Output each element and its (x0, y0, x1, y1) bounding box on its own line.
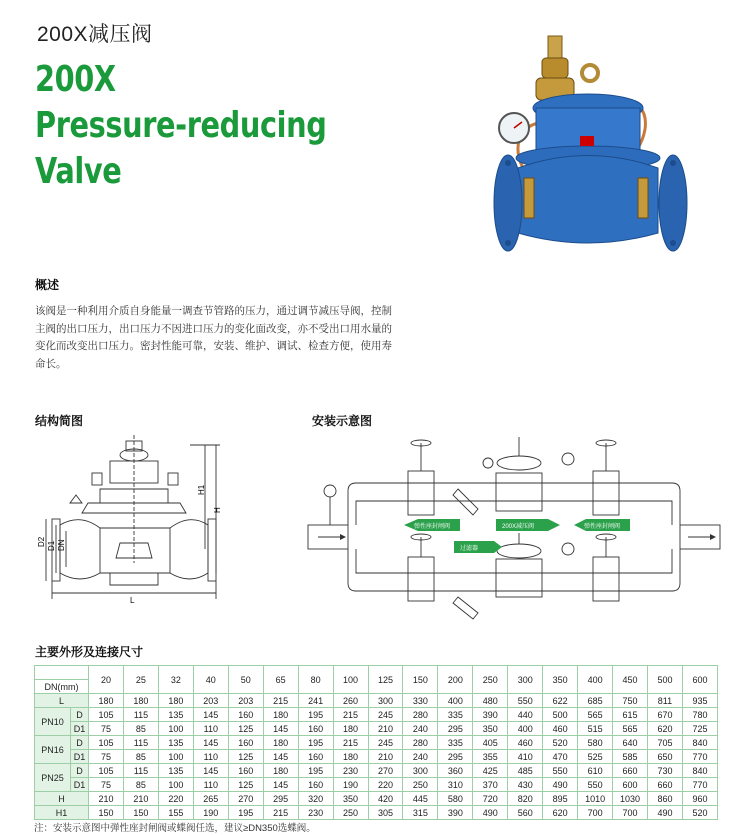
row-sub-label: D (71, 708, 89, 722)
table-cell: 215 (263, 806, 298, 820)
table-cell: 650 (648, 750, 683, 764)
label-reducing-valve: 200X减压阀 (502, 524, 535, 530)
label-gate-right: 弹性座封闸阀 (584, 524, 621, 530)
dim-label-l: L (130, 596, 135, 605)
table-cell: 490 (543, 778, 578, 792)
table-cell: 110 (193, 750, 228, 764)
header-dn-cell: 50 (228, 666, 263, 694)
table-cell: 210 (123, 792, 158, 806)
table-cell: 210 (368, 722, 403, 736)
title-en-line2: Pressure-reducing (35, 105, 327, 146)
table-header-row (35, 666, 718, 680)
table-cell: 190 (193, 806, 228, 820)
table-cell: 135 (158, 708, 193, 722)
header-dn-cell: 500 (648, 666, 683, 694)
table-cell: 105 (89, 764, 124, 778)
table-cell: 160 (228, 736, 263, 750)
table-cell: 330 (403, 694, 438, 708)
table-cell: 180 (123, 694, 158, 708)
table-cell: 685 (578, 694, 613, 708)
table-cell: 670 (648, 708, 683, 722)
table-cell: 315 (403, 806, 438, 820)
table-cell: 400 (508, 722, 543, 736)
table-cell: 410 (508, 750, 543, 764)
table-cell: 620 (648, 722, 683, 736)
table-cell: 145 (193, 708, 228, 722)
product-title-cn: 200X减压阀 (37, 23, 153, 46)
row-group-label: PN25 (35, 764, 71, 792)
table-cell: 160 (228, 764, 263, 778)
product-title-en (35, 57, 326, 195)
dim-label-d1: D1 (47, 540, 56, 551)
table-cell: 203 (193, 694, 228, 708)
dimensions-table (34, 665, 718, 820)
table-cell: 660 (613, 764, 648, 778)
table-cell: 500 (543, 708, 578, 722)
structure-diagram (37, 433, 240, 608)
table-cell: 150 (89, 806, 124, 820)
table-cell: 460 (508, 736, 543, 750)
table-cell: 750 (613, 694, 648, 708)
install-heading: 安装示意图 (312, 414, 373, 428)
table-cell: 300 (368, 694, 403, 708)
table-cell: 390 (473, 708, 508, 722)
table-cell: 300 (403, 764, 438, 778)
table-cell: 360 (438, 764, 473, 778)
overview-heading: 概述 (35, 278, 60, 292)
table-cell: 240 (403, 750, 438, 764)
table-cell: 240 (403, 722, 438, 736)
table-row (35, 736, 718, 750)
row-sub-label: D (71, 736, 89, 750)
table-cell: 600 (613, 778, 648, 792)
header-label-nominal: 公称通径 (35, 666, 89, 680)
table-cell: 180 (158, 694, 193, 708)
table-cell: 250 (403, 778, 438, 792)
table-cell: 405 (473, 736, 508, 750)
table-cell: 550 (543, 764, 578, 778)
table-cell: 1030 (613, 792, 648, 806)
table-cell: 640 (613, 736, 648, 750)
table-cell: 550 (508, 694, 543, 708)
table-cell: 520 (543, 736, 578, 750)
table-cell: 195 (298, 736, 333, 750)
table-cell: 460 (543, 722, 578, 736)
table-cell: 180 (263, 736, 298, 750)
table-cell: 565 (578, 708, 613, 722)
table-cell: 75 (89, 750, 124, 764)
table-cell: 160 (298, 778, 333, 792)
table-cell: 310 (438, 778, 473, 792)
row-group-label: PN10 (35, 708, 71, 736)
table-cell: 195 (228, 806, 263, 820)
install-diagram (308, 433, 720, 623)
table-row (35, 806, 718, 820)
table-cell: 160 (298, 750, 333, 764)
table-cell: 470 (543, 750, 578, 764)
structure-heading: 结构简图 (35, 414, 84, 428)
table-cell: 85 (123, 750, 158, 764)
dim-label-dn: DN (57, 539, 66, 551)
table-cell: 811 (648, 694, 683, 708)
table-cell: 245 (368, 708, 403, 722)
table-cell: 115 (123, 708, 158, 722)
table-cell: 335 (438, 708, 473, 722)
table-cell: 135 (158, 764, 193, 778)
header-dn-cell: 125 (368, 666, 403, 694)
title-en-line1: 200X (35, 59, 116, 100)
table-cell: 125 (228, 722, 263, 736)
table-row (35, 708, 718, 722)
header-dn-cell: 350 (543, 666, 578, 694)
header-dn-cell: 80 (298, 666, 333, 694)
table-cell: 525 (578, 750, 613, 764)
table-cell: 100 (158, 778, 193, 792)
table-cell: 180 (263, 708, 298, 722)
row-sub-label: D1 (71, 722, 89, 736)
table-cell: 565 (613, 722, 648, 736)
table-cell: 515 (578, 722, 613, 736)
table-cell: 230 (298, 806, 333, 820)
table-cell: 1010 (578, 792, 613, 806)
table-cell: 350 (333, 792, 368, 806)
table-cell: 705 (648, 736, 683, 750)
row-sub-label: D (71, 764, 89, 778)
label-filter: 过滤器 (460, 546, 479, 552)
table-cell: 135 (158, 736, 193, 750)
table-cell: 615 (613, 708, 648, 722)
overview-line-3: 变化而改变出口压力。密封性能可靠，安装、维护、调试、检查方便，使用寿 (35, 340, 392, 352)
table-cell: 700 (613, 806, 648, 820)
dimensions-heading: 主要外形及连接尺寸 (35, 645, 144, 659)
header-dn-cell: 450 (613, 666, 648, 694)
table-cell: 280 (403, 736, 438, 750)
header-dn-cell: 32 (158, 666, 193, 694)
table-cell: 145 (193, 764, 228, 778)
header-dn-cell: 150 (403, 666, 438, 694)
table-cell: 520 (682, 806, 717, 820)
table-cell: 195 (298, 708, 333, 722)
table-cell: 180 (263, 764, 298, 778)
table-cell: 145 (263, 750, 298, 764)
table-cell: 622 (543, 694, 578, 708)
table-cell: 725 (682, 722, 717, 736)
table-cell: 580 (578, 736, 613, 750)
header-label-dn: DN(mm) (35, 680, 89, 694)
table-cell: 660 (648, 778, 683, 792)
table-cell: 305 (368, 806, 403, 820)
table-cell: 770 (682, 778, 717, 792)
table-cell: 935 (682, 694, 717, 708)
table-cell: 445 (403, 792, 438, 806)
table-row (35, 694, 718, 708)
table-cell: 490 (473, 806, 508, 820)
row-label: H (35, 792, 89, 806)
table-cell: 75 (89, 722, 124, 736)
table-row (35, 792, 718, 806)
table-cell: 241 (298, 694, 333, 708)
table-cell: 265 (193, 792, 228, 806)
table-cell: 560 (508, 806, 543, 820)
table-cell: 215 (333, 708, 368, 722)
table-cell: 160 (228, 708, 263, 722)
table-cell: 110 (193, 778, 228, 792)
table-cell: 195 (298, 764, 333, 778)
table-cell: 840 (682, 736, 717, 750)
header-dn-cell: 400 (578, 666, 613, 694)
overview-line-2: 主阀的出口压力，出口压力不因进口压力的变化面改变，亦不受出口用水量的 (35, 322, 392, 335)
table-cell: 190 (333, 778, 368, 792)
table-cell: 730 (648, 764, 683, 778)
table-cell: 895 (543, 792, 578, 806)
row-group-label: PN16 (35, 736, 71, 764)
table-cell: 480 (473, 694, 508, 708)
table-cell: 320 (298, 792, 333, 806)
table-cell: 115 (123, 764, 158, 778)
header-dn-cell: 65 (263, 666, 298, 694)
row-sub-label: D1 (71, 750, 89, 764)
table-cell: 620 (543, 806, 578, 820)
table-row (35, 722, 718, 736)
table-cell: 230 (333, 764, 368, 778)
table-cell: 960 (682, 792, 717, 806)
dim-label-h: H (213, 507, 222, 513)
table-cell: 180 (333, 722, 368, 736)
header-dn-cell: 300 (508, 666, 543, 694)
table-cell: 420 (368, 792, 403, 806)
table-cell: 180 (333, 750, 368, 764)
table-cell: 295 (263, 792, 298, 806)
table-cell: 203 (228, 694, 263, 708)
table-cell: 350 (473, 722, 508, 736)
table-cell: 220 (368, 778, 403, 792)
table-cell: 215 (263, 694, 298, 708)
overview-line-4: 命长。 (35, 357, 67, 370)
table-cell: 125 (228, 778, 263, 792)
table-cell: 210 (368, 750, 403, 764)
table-cell: 145 (263, 778, 298, 792)
table-cell: 720 (473, 792, 508, 806)
table-cell: 700 (578, 806, 613, 820)
table-cell: 550 (578, 778, 613, 792)
table-cell: 110 (193, 722, 228, 736)
table-cell: 270 (368, 764, 403, 778)
table-cell: 145 (193, 736, 228, 750)
header-dn-cell: 40 (193, 666, 228, 694)
table-cell: 860 (648, 792, 683, 806)
table-cell: 210 (89, 792, 124, 806)
overview-line-1: 该阀是一种利用介质自身能量一调查节管路的压力，通过调节减压导阀，控制 (35, 305, 392, 317)
overview-text (35, 303, 415, 373)
dim-label-h1: H1 (197, 484, 206, 495)
table-row (35, 778, 718, 792)
table-cell: 150 (123, 806, 158, 820)
header-dn-cell: 200 (438, 666, 473, 694)
table-cell: 245 (368, 736, 403, 750)
table-cell: 145 (263, 722, 298, 736)
table-cell: 335 (438, 736, 473, 750)
table-cell: 100 (158, 722, 193, 736)
table-cell: 440 (508, 708, 543, 722)
table-cell: 820 (508, 792, 543, 806)
table-cell: 220 (158, 792, 193, 806)
label-gate-left: 弹性座封闸阀 (414, 524, 451, 530)
header-dn-cell: 25 (123, 666, 158, 694)
table-cell: 270 (228, 792, 263, 806)
table-cell: 105 (89, 736, 124, 750)
table-cell: 250 (333, 806, 368, 820)
table-cell: 115 (123, 736, 158, 750)
table-cell: 180 (89, 694, 124, 708)
table-cell: 85 (123, 778, 158, 792)
row-label: L (35, 694, 89, 708)
table-cell: 490 (648, 806, 683, 820)
footnote: 注：安装示意图中弹性座封闸阀或蝶阀任选，建议≥DN350选蝶阀。 (34, 823, 316, 834)
table-cell: 355 (473, 750, 508, 764)
table-cell: 160 (298, 722, 333, 736)
table-cell: 295 (438, 750, 473, 764)
table-cell: 85 (123, 722, 158, 736)
table-cell: 295 (438, 722, 473, 736)
table-cell: 125 (228, 750, 263, 764)
table-cell: 390 (438, 806, 473, 820)
table-cell: 280 (403, 708, 438, 722)
title-en-line3: Valve (35, 151, 122, 192)
dim-label-d2: D2 (37, 536, 46, 547)
table-cell: 610 (578, 764, 613, 778)
table-cell: 215 (333, 736, 368, 750)
table-cell: 840 (682, 764, 717, 778)
table-row (35, 764, 718, 778)
table-cell: 260 (333, 694, 368, 708)
table-cell: 585 (613, 750, 648, 764)
table-cell: 580 (438, 792, 473, 806)
header-dn-cell: 600 (682, 666, 717, 694)
table-cell: 155 (158, 806, 193, 820)
table-cell: 370 (473, 778, 508, 792)
table-cell: 780 (682, 708, 717, 722)
row-sub-label: D1 (71, 778, 89, 792)
header-dn-cell: 250 (473, 666, 508, 694)
valve-product-photo (478, 28, 698, 263)
table-cell: 400 (438, 694, 473, 708)
table-cell: 770 (682, 750, 717, 764)
table-cell: 75 (89, 778, 124, 792)
table-cell: 425 (473, 764, 508, 778)
table-row (35, 750, 718, 764)
header-dn-cell: 100 (333, 666, 368, 694)
table-cell: 105 (89, 708, 124, 722)
table-cell: 100 (158, 750, 193, 764)
header-dn-cell: 20 (89, 666, 124, 694)
table-cell: 430 (508, 778, 543, 792)
table-cell: 485 (508, 764, 543, 778)
row-label: H1 (35, 806, 89, 820)
